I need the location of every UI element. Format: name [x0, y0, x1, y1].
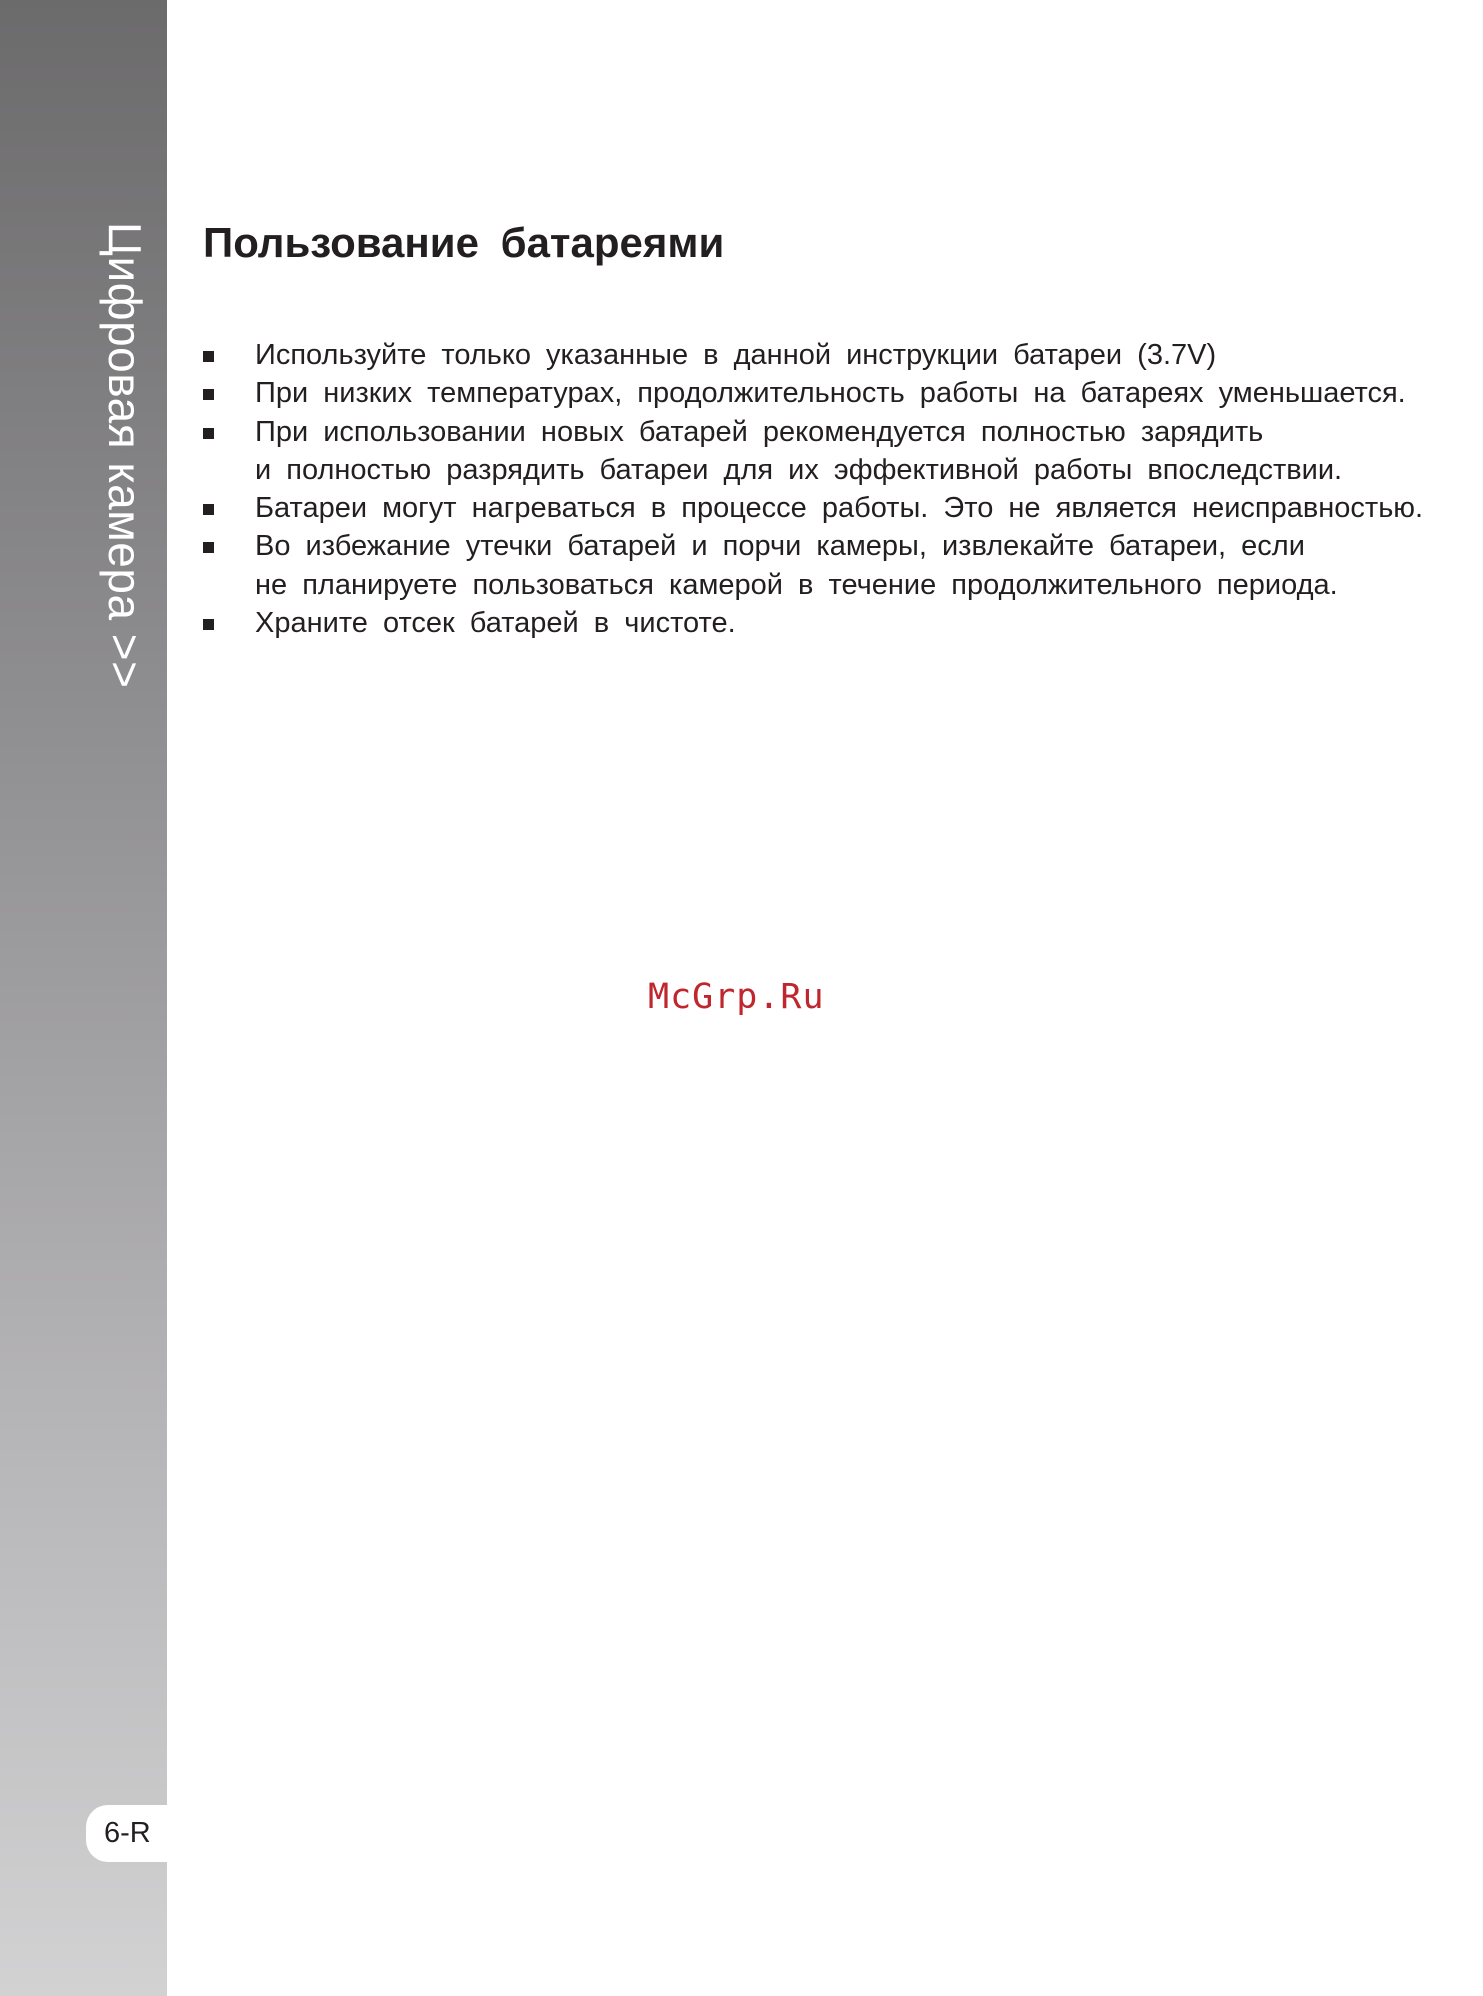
- list-item-text: Во избежание утечки батарей и порчи камеры, извлекайте батареи, если не планируете пользоваться камерой в течение продолжительного периода.: [255, 530, 1338, 601]
- list-item-text: Храните отсек батарей в чистоте.: [255, 607, 736, 640]
- watermark: McGrp.Ru: [648, 977, 825, 1017]
- list-item-text: Батареи могут нагреваться в процессе работы. Это не является неисправностью.: [255, 492, 1424, 525]
- list-item: [203, 527, 1473, 604]
- bullet-square-icon: [203, 428, 214, 439]
- list-item-text: Используйте только указанные в данной инструкции батареи (3.7V): [255, 339, 1217, 371]
- list-item: [203, 336, 1473, 374]
- list-item: [203, 489, 1473, 527]
- list-item: [203, 413, 1473, 490]
- list-item: [203, 604, 1473, 642]
- bullet-square-icon: [203, 504, 214, 515]
- list-item-text: При использовании новых батарей рекомендуется полностью зарядить и полностью разрядить батареи для их эффективной работы впоследствии.: [255, 415, 1343, 486]
- sidebar: [0, 0, 167, 1996]
- bullet-square-icon: [203, 619, 214, 630]
- bullet-square-icon: [203, 542, 214, 553]
- page-number: 6-R: [86, 1805, 167, 1862]
- list-item: [203, 374, 1473, 412]
- bullet-list: [203, 336, 1473, 642]
- list-item-text: При низких температурах, продолжительность работы на батареях уменьшается.: [255, 377, 1406, 410]
- section-label: Цифровая камера >>: [99, 222, 151, 689]
- bullet-square-icon: [203, 351, 214, 362]
- page-title: Пользование батареями: [203, 219, 725, 266]
- bullet-square-icon: [203, 389, 214, 400]
